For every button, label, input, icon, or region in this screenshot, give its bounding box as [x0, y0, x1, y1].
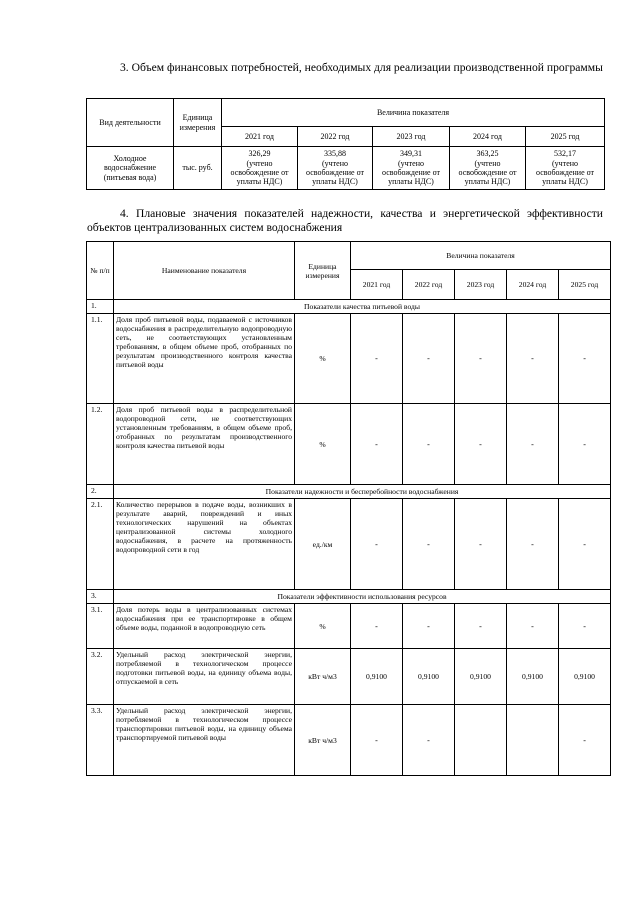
row-number: 1.1.	[87, 314, 114, 404]
value-cell	[298, 147, 373, 190]
year-header: 2024 год	[507, 270, 559, 300]
year-header: 2025 год	[526, 127, 605, 147]
value-cell: -	[403, 404, 455, 485]
value-cell: -	[351, 604, 403, 649]
value-note: (учтено освобождение от уплаты НДС)	[230, 158, 289, 187]
value-cell: -	[455, 604, 507, 649]
value-cell	[450, 147, 526, 190]
col-value-header: Величина показателя	[222, 99, 605, 127]
value-cell: -	[455, 499, 507, 590]
unit-cell: %	[295, 314, 351, 404]
value-amount: 326,29	[248, 149, 271, 159]
value-cell	[373, 147, 450, 190]
table-row	[87, 147, 605, 190]
value-cell: 0,9100	[559, 649, 611, 705]
section-title: Показатели качества питьевой воды	[114, 300, 611, 314]
row-number: 3.2.	[87, 649, 114, 705]
table-row	[87, 649, 611, 705]
table-row	[87, 705, 611, 776]
year-header: 2023 год	[373, 127, 450, 147]
value-cell	[222, 147, 298, 190]
value-cell: -	[559, 404, 611, 485]
value-cell: -	[351, 404, 403, 485]
indicators-table	[86, 241, 611, 776]
indicator-name: Доля проб питьевой воды, подаваемой с источников водоснабжения в распределительную водопроводную сеть, не соответствующих установленным требованиям, в общем объеме проб, отобранных по результатам производственного контроля качества питьевой воды	[114, 314, 295, 404]
value-note: (учтено освобождение от уплаты НДС)	[458, 158, 517, 187]
value-cell	[455, 705, 507, 776]
unit-cell: кВт ч/м3	[295, 705, 351, 776]
value-cell: -	[403, 314, 455, 404]
value-cell: -	[507, 499, 559, 590]
value-cell: -	[351, 314, 403, 404]
section-number: 3.	[87, 590, 114, 604]
year-header: 2025 год	[559, 270, 611, 300]
value-cell: -	[455, 314, 507, 404]
unit-cell: %	[295, 604, 351, 649]
value-cell: -	[559, 499, 611, 590]
row-number: 3.1.	[87, 604, 114, 649]
value-cell: -	[559, 705, 611, 776]
financial-needs-table	[86, 98, 605, 190]
unit-cell: ед./км	[295, 499, 351, 590]
unit-cell: %	[295, 404, 351, 485]
unit-cell: тыс. руб.	[174, 147, 222, 190]
section-3-heading: 3. Объем финансовых потребностей, необходимых для реализации производственной программы	[120, 61, 603, 74]
section-number: 2.	[87, 485, 114, 499]
value-note: (учтено освобождение от уплаты НДС)	[382, 158, 440, 187]
col-name-header: Наименование показателя	[114, 242, 295, 300]
value-cell: -	[351, 705, 403, 776]
value-note: (учтено освобождение от уплаты НДС)	[536, 158, 595, 187]
section-row	[87, 300, 611, 314]
section-row	[87, 485, 611, 499]
value-cell: -	[507, 604, 559, 649]
value-amount: 532,17	[554, 149, 577, 159]
table-row	[87, 314, 611, 404]
value-cell: 0,9100	[403, 649, 455, 705]
section-title: Показатели эффективности использования ресурсов	[114, 590, 611, 604]
value-cell: 0,9100	[455, 649, 507, 705]
value-cell: -	[403, 705, 455, 776]
indicator-name: Удельный расход электрической энергии, потребляемой в технологическом процессе подготовки питьевой воды, на единицу объема воды, отпускаемой в сеть	[114, 649, 295, 705]
indicator-name: Доля проб питьевой воды в распределительной водопроводной сети, не соответствующих установленным требованиям, в общем объеме проб, отобранных по результатам производственного контроля качества питьевой воды	[114, 404, 295, 485]
value-cell: 0,9100	[507, 649, 559, 705]
value-cell: -	[507, 314, 559, 404]
row-number: 3.3.	[87, 705, 114, 776]
col-unit-header: Единица измерения	[295, 242, 351, 300]
value-cell: -	[559, 604, 611, 649]
section-row	[87, 590, 611, 604]
table-row	[87, 499, 611, 590]
col-unit-header: Единица измерения	[174, 99, 222, 147]
activity-cell: Холодное водоснабжение (питьевая вода)	[87, 147, 174, 190]
unit-cell: кВт ч/м3	[295, 649, 351, 705]
value-cell	[507, 705, 559, 776]
year-header: 2021 год	[222, 127, 298, 147]
col-num-header: № п/п	[87, 242, 114, 300]
value-cell: -	[507, 404, 559, 485]
value-cell: -	[351, 499, 403, 590]
value-cell: -	[403, 499, 455, 590]
year-header: 2024 год	[450, 127, 526, 147]
value-cell: 0,9100	[351, 649, 403, 705]
section-4-heading: 4. Плановые значения показателей надежности, качества и энергетической эффективности объектов централизованных систем водоснабжения	[87, 207, 603, 234]
section-title: Показатели надежности и бесперебойности водоснабжения	[114, 485, 611, 499]
section-number: 1.	[87, 300, 114, 314]
value-cell	[526, 147, 605, 190]
indicator-name: Доля потерь воды в централизованных системах водоснабжения при ее транспортировке в общем объеме воды, поданной в водопроводную сеть	[114, 604, 295, 649]
col-value-header: Величина показателя	[351, 242, 611, 270]
row-number: 1.2.	[87, 404, 114, 485]
table-row	[87, 604, 611, 649]
year-header: 2021 год	[351, 270, 403, 300]
year-header: 2023 год	[455, 270, 507, 300]
year-header: 2022 год	[298, 127, 373, 147]
col-activity-header: Вид деятельности	[87, 99, 174, 147]
table-row	[87, 404, 611, 485]
row-number: 2.1.	[87, 499, 114, 590]
value-cell: -	[455, 404, 507, 485]
value-note: (учтено освобождение от уплаты НДС)	[306, 158, 364, 187]
value-cell: -	[403, 604, 455, 649]
indicator-name: Удельный расход электрической энергии, потребляемой в технологическом процессе транспортировки питьевой воды, на единицу объема транспортируемой питьевой воды	[114, 705, 295, 776]
value-amount: 363,25	[476, 149, 499, 159]
indicator-name: Количество перерывов в подаче воды, возникших в результате аварий, повреждений и иных технологических нарушений на объектах централизованной системы холодного водоснабжения, в расчете на протяженность водопроводной сети в год	[114, 499, 295, 590]
value-amount: 335,88	[324, 149, 346, 159]
value-cell: -	[559, 314, 611, 404]
year-header: 2022 год	[403, 270, 455, 300]
value-amount: 349,31	[400, 149, 422, 159]
